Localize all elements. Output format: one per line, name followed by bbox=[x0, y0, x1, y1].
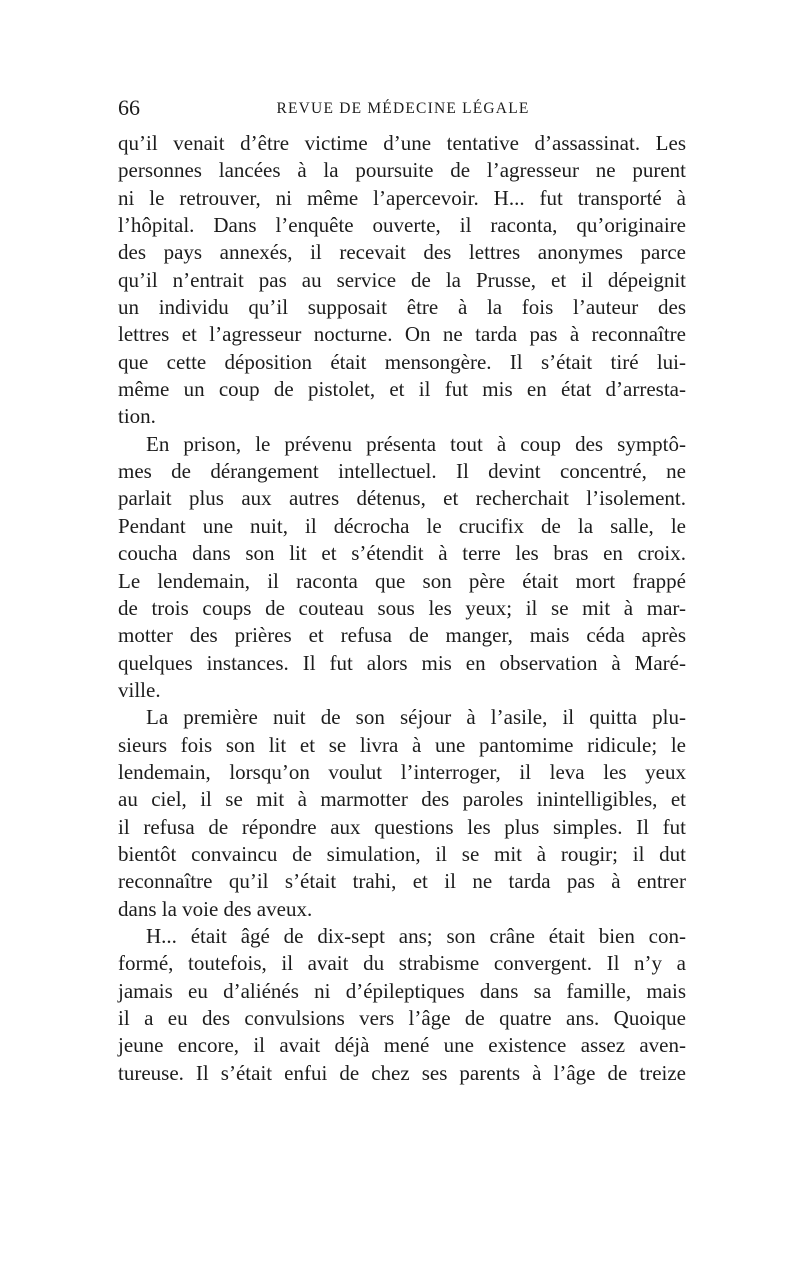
paragraph-end-line: ville. bbox=[118, 677, 161, 702]
text-line: personnes lancées à la poursuite de l’agresseur ne purent bbox=[118, 158, 686, 183]
text-line: jamais eu d’aliénés ni d’épileptiques dans sa famille, mais bbox=[118, 978, 686, 1003]
paragraph-end-line: dans la voie des aveux. bbox=[118, 896, 313, 921]
paragraph-first-line: En prison, le prévenu présenta tout à coup des symptô- bbox=[146, 431, 686, 456]
text-line: même un coup de pistolet, et il fut mis en état d’arresta- bbox=[118, 377, 686, 402]
text-line: il refusa de répondre aux questions les plus simples. Il fut bbox=[118, 814, 686, 839]
text-line: il a eu des convulsions vers l’âge de quatre ans. Quoique bbox=[118, 1006, 686, 1030]
text-line: lendemain, lorsqu’on voulut l’interroger, il leva les yeux bbox=[118, 759, 686, 784]
text-line: Pendant une nuit, il décrocha le crucifix de la salle, le bbox=[118, 513, 686, 538]
text-line: formé, toutefois, il avait du strabisme convergent. Il n’y a bbox=[118, 951, 686, 976]
text-line: parlait plus aux autres détenus, et recherchait l’isolement. bbox=[118, 486, 686, 511]
text-line: que cette déposition était mensongère. Il s’était tiré lui- bbox=[118, 349, 686, 374]
text-line: quelques instances. Il fut alors mis en observation à Maré- bbox=[118, 650, 686, 675]
text-line: ni le retrouver, ni même l’apercevoir. H... fut transporté à bbox=[118, 185, 686, 210]
text-line: bientôt convaincu de simulation, il se mit à rougir; il dut bbox=[118, 841, 686, 866]
text-line: au ciel, il se mit à marmotter des paroles inintelligibles, et bbox=[118, 787, 686, 812]
text-line: jeune encore, il avait déjà mené une existence assez aven- bbox=[118, 1033, 686, 1058]
text-line: lettres et l’agresseur nocturne. On ne tarda pas à reconnaître bbox=[118, 322, 686, 347]
text-line: des pays annexés, il recevait des lettres anonymes parce bbox=[118, 240, 686, 265]
running-title: REVUE DE MÉDECINE LÉGALE bbox=[276, 100, 530, 117]
text-line: Le lendemain, il raconta que son père était mort frappé bbox=[118, 568, 686, 593]
paragraph-end-line: tion. bbox=[118, 404, 156, 429]
paragraph-first-line: H... était âgé de dix-sept ans; son crâne était bien con- bbox=[146, 923, 686, 948]
text-line: l’hôpital. Dans l’enquête ouverte, il raconta, qu’originaire bbox=[118, 213, 686, 238]
text-line: tureuse. Il s’était enfui de chez ses parents à l’âge de treize bbox=[118, 1060, 686, 1085]
page-number: 66 bbox=[118, 95, 140, 120]
text-line: un individu qu’il supposait être à la fois l’auteur des bbox=[118, 295, 686, 320]
text-line: mes de dérangement intellectuel. Il devint concentré, ne bbox=[118, 459, 686, 484]
text-line: motter des prières et refusa de manger, mais céda après bbox=[118, 623, 686, 648]
paragraph-first-line: La première nuit de son séjour à l’asile, il quitta plu- bbox=[146, 705, 686, 730]
body-text bbox=[118, 130, 686, 1087]
text-line: sieurs fois son lit et se livra à une pantomime ridicule; le bbox=[118, 732, 686, 757]
text-line: de trois coups de couteau sous les yeux; il se mit à mar- bbox=[118, 595, 686, 620]
text-line: reconnaître qu’il s’était trahi, et il ne tarda pas à entrer bbox=[118, 869, 686, 894]
text-line: coucha dans son lit et s’étendit à terre les bras en croix. bbox=[118, 541, 686, 566]
text-line: qu’il n’entrait pas au service de la Prusse, et il dépeignit bbox=[118, 267, 686, 292]
text-line: qu’il venait d’être victime d’une tentative d’assassinat. Les bbox=[118, 131, 686, 155]
page-header bbox=[118, 96, 688, 120]
